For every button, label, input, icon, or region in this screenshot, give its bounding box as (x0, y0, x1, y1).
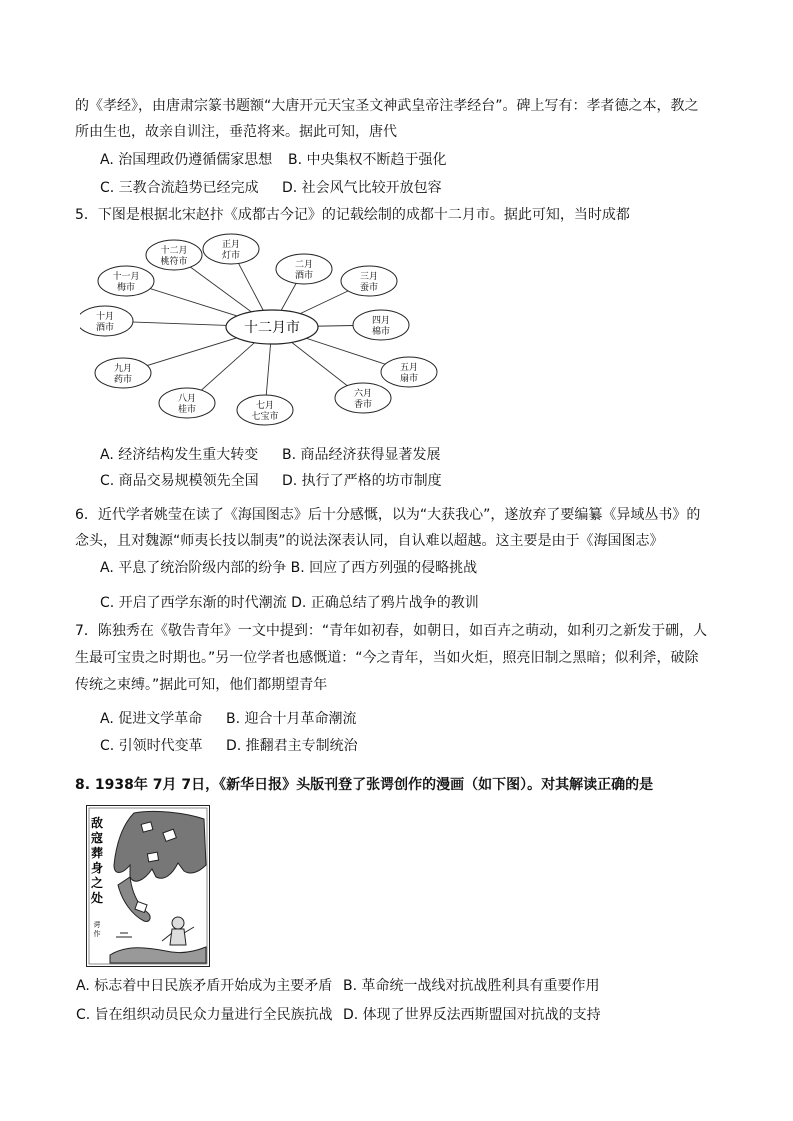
month-label: 八月 (177, 394, 197, 404)
q7-option-c: C. 引领时代变革 (100, 738, 203, 754)
svg-text:寇: 寇 (90, 831, 104, 845)
month-node (381, 357, 437, 387)
month-node (335, 383, 391, 413)
q6-stem-line1: 6．近代学者姚莹在读了《海国图志》后十分感慨，以为“大获我心”，遂放弃了要编纂《异域丛书》的 (75, 507, 701, 523)
q4-stem-line2: 所由生也，故亲自训注，垂范将来。据此可知，唐代 (75, 124, 397, 140)
month-label: 二月 (294, 260, 314, 270)
market-name-label: 香市 (353, 400, 373, 410)
q4-stem-line1: 的《孝经》，由唐肃宗篆书题额“大唐开元天宝圣文神武皇帝注孝经台”。碑上写有：孝者德之本，教之 (75, 98, 699, 114)
q5-option-c: C. 商品交易规模领先全国 (100, 473, 259, 489)
market-name-label: 蚕市 (359, 283, 379, 293)
svg-text:敌: 敌 (90, 816, 104, 830)
month-node (203, 234, 259, 264)
q7-option-d: D. 推翻君主专制统治 (226, 738, 358, 754)
market-diagram (80, 232, 450, 432)
month-label: 十一月 (112, 272, 140, 282)
q5-stem: 5．下图是根据北宋赵抃《成都古今记》的记载绘制的成都十二月市。据此可知，当时成都 (75, 207, 630, 223)
q7-stem-line3: 传统之束缚。”据此可知，他们都期望青年 (75, 677, 328, 693)
cartoon-image (86, 805, 210, 967)
market-name-label: 七宝市 (251, 412, 279, 422)
month-node (80, 306, 133, 336)
q7-option-b: B. 迎合十月革命潮流 (226, 711, 357, 727)
svg-text:作: 作 (93, 930, 101, 938)
market-name-label: 扇市 (399, 374, 419, 384)
q4-option-d: D. 社会风气比较开放包容 (282, 180, 442, 196)
q7-stem-line2: 生最可宝贵之时期也。”另一位学者也感慨道：“今之青年，当如火炬，照亮旧制之黑暗；似利斧，破除 (75, 650, 699, 666)
month-node (95, 358, 151, 388)
month-label: 七月 (255, 401, 275, 411)
month-label: 正月 (221, 240, 241, 250)
market-name-label: 酒市 (95, 323, 115, 333)
month-node (159, 388, 215, 418)
q4-option-a: A. 治国理政仍遵循儒家思想 (100, 152, 273, 168)
svg-text:身: 身 (90, 861, 104, 875)
month-label: 六月 (353, 389, 373, 399)
svg-text:处: 处 (90, 891, 104, 905)
svg-text:葬: 葬 (90, 846, 104, 860)
month-node (237, 395, 293, 425)
q4-option-b: B. 中央集权不断趋于强化 (288, 152, 447, 168)
market-name-label: 棉市 (371, 327, 391, 337)
q8-option-a: A. 标志着中日民族矛盾开始成为主要矛盾 (76, 978, 333, 994)
month-label: 十二月 (160, 246, 188, 256)
month-label: 四月 (371, 316, 391, 326)
q6-options-cd: C. 开启了西学东渐的时代潮流 D. 正确总结了鸦片战争的教训 (100, 595, 479, 611)
center-node-label: 十二月市 (244, 320, 300, 336)
q5-option-b: B. 商品经济获得显著发展 (282, 447, 441, 463)
market-name-label: 灯市 (221, 251, 241, 261)
market-name-label: 桂市 (177, 405, 197, 415)
market-name-label: 梅市 (116, 283, 136, 293)
q7-option-a: A. 促进文学革命 (100, 711, 203, 727)
market-name-label: 桃符市 (160, 257, 188, 267)
month-label: 十月 (95, 312, 115, 322)
svg-text:谔: 谔 (93, 921, 101, 929)
market-name-label: 酒市 (294, 271, 314, 281)
month-label: 三月 (359, 272, 379, 282)
svg-text:之: 之 (90, 876, 104, 890)
q4-option-c: C. 三教合流趋势已经完成 (100, 180, 259, 196)
month-node (353, 310, 409, 340)
market-name-label: 药市 (113, 375, 133, 385)
q6-stem-line2: 念头，且对魏源“师夷长技以制夷”的说法深表认同，自认难以超越。这主要是由于《海国图志》 (75, 533, 664, 549)
q7-stem-line1: 7．陈独秀在《敬告青年》一文中提到：“青年如初春，如朝日，如百卉之萌动，如利刃之新发于硎，人 (75, 623, 708, 639)
q8-option-d: D. 体现了世界反法西斯盟国对抗战的支持 (343, 1007, 601, 1023)
q8-stem: 8. 1938年 7月 7日，《新华日报》头版刊登了张谔创作的漫画（如下图）。对其解读正确的是 (75, 777, 654, 793)
q5-option-a: A. 经济结构发生重大转变 (100, 447, 259, 463)
month-label: 九月 (113, 364, 133, 374)
month-label: 五月 (399, 363, 419, 373)
q5-option-d: D. 执行了严格的坊市制度 (282, 473, 442, 489)
q6-options-ab: A. 平息了统治阶级内部的纷争 B. 回应了西方列强的侵略挑战 (100, 560, 478, 576)
month-node (146, 240, 202, 270)
month-node (341, 266, 397, 296)
q8-option-c: C. 旨在组织动员民众力量进行全民族抗战 (76, 1007, 333, 1023)
q8-option-b: B. 革命统一战线对抗战胜利具有重要作用 (343, 978, 600, 994)
month-node (276, 254, 332, 284)
month-node (98, 266, 154, 296)
